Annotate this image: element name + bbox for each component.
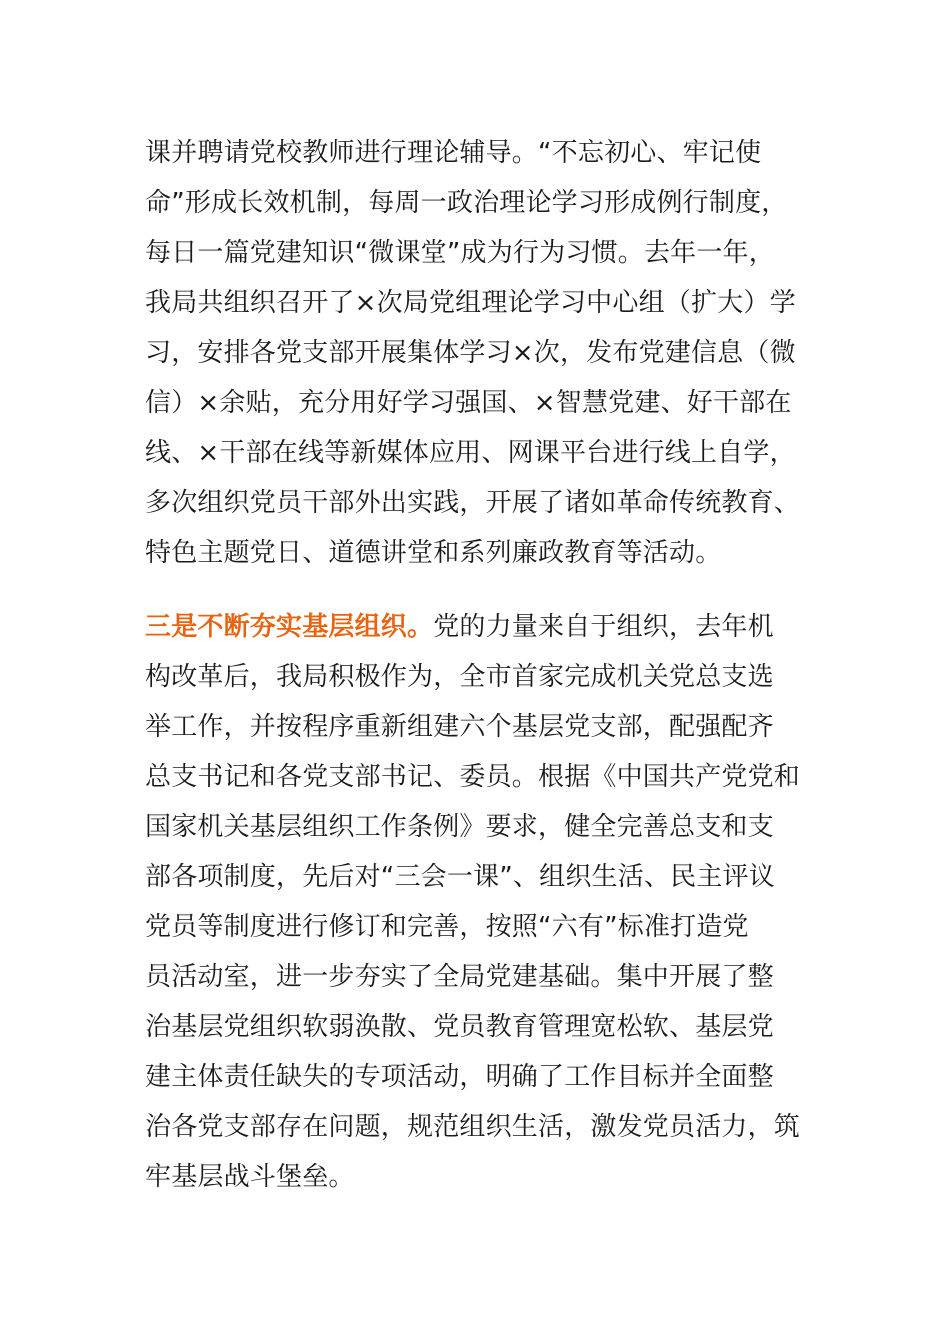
paragraph-line: 习，安排各党支部开展集体学习×次，发布党建信息（微 xyxy=(145,338,796,368)
paragraph-line: 部各项制度，先后对“三会一课”、组织生活、民主评议 xyxy=(145,862,775,892)
paragraph-line: 牢基层战斗堡垒。 xyxy=(145,1162,355,1192)
paragraph-line: 构改革后，我局积极作为，全市首家完成机关党总支选 xyxy=(145,662,774,692)
paragraph-line: 每日一篇党建知识“微课堂”成为行为习惯。去年一年， xyxy=(145,238,775,268)
paragraph-spacer xyxy=(145,578,825,602)
paragraph-first-line xyxy=(145,602,825,652)
document-body xyxy=(145,128,825,1202)
paragraph-line: 党员等制度进行修订和完善，按照“六有”标准打造党 xyxy=(145,912,749,942)
paragraph-line: 信）×余贴，充分用好学习强国、×智慧党建、好干部在 xyxy=(145,388,792,418)
section-heading: 三是不断夯实基层组织。 xyxy=(145,612,434,642)
paragraph-line: 线、×干部在线等新媒体应用、网课平台进行线上自学， xyxy=(145,438,796,468)
paragraph-line-rest: 党的力量来自于组织，去年机 xyxy=(433,612,774,642)
paragraph-line: 命”形成长效机制，每周一政治理论学习形成例行制度， xyxy=(145,188,788,218)
paragraph-line: 举工作，并按程序重新组建六个基层党支部，配强配齐 xyxy=(145,712,774,742)
paragraph-line: 员活动室，进一步夯实了全局党建基础。集中开展了整 xyxy=(145,962,774,992)
paragraph-line: 多次组织党员干部外出实践，开展了诸如革命传统教育、 xyxy=(145,488,801,518)
paragraph-line: 课并聘请党校教师进行理论辅导。“不忘初心、牢记使 xyxy=(145,138,762,168)
paragraph-organization xyxy=(145,602,825,1202)
paragraph-study xyxy=(145,128,825,578)
paragraph-line: 总支书记和各党支部书记、委员。根据《中国共产党党和 xyxy=(145,762,801,792)
paragraph-line: 治基层党组织软弱涣散、党员教育管理宽松软、基层党 xyxy=(145,1012,774,1042)
paragraph-line: 建主体责任缺失的专项活动，明确了工作目标并全面整 xyxy=(145,1062,774,1092)
paragraph-line: 国家机关基层组织工作条例》要求，健全完善总支和支 xyxy=(145,812,774,842)
paragraph-line: 特色主题党日、道德讲堂和系列廉政教育等活动。 xyxy=(145,538,722,568)
paragraph-line: 我局共组织召开了×次局党组理论学习中心组（扩大）学 xyxy=(145,288,796,318)
paragraph-line: 治各党支部存在问题，规范组织生活，激发党员活力，筑 xyxy=(145,1112,801,1142)
